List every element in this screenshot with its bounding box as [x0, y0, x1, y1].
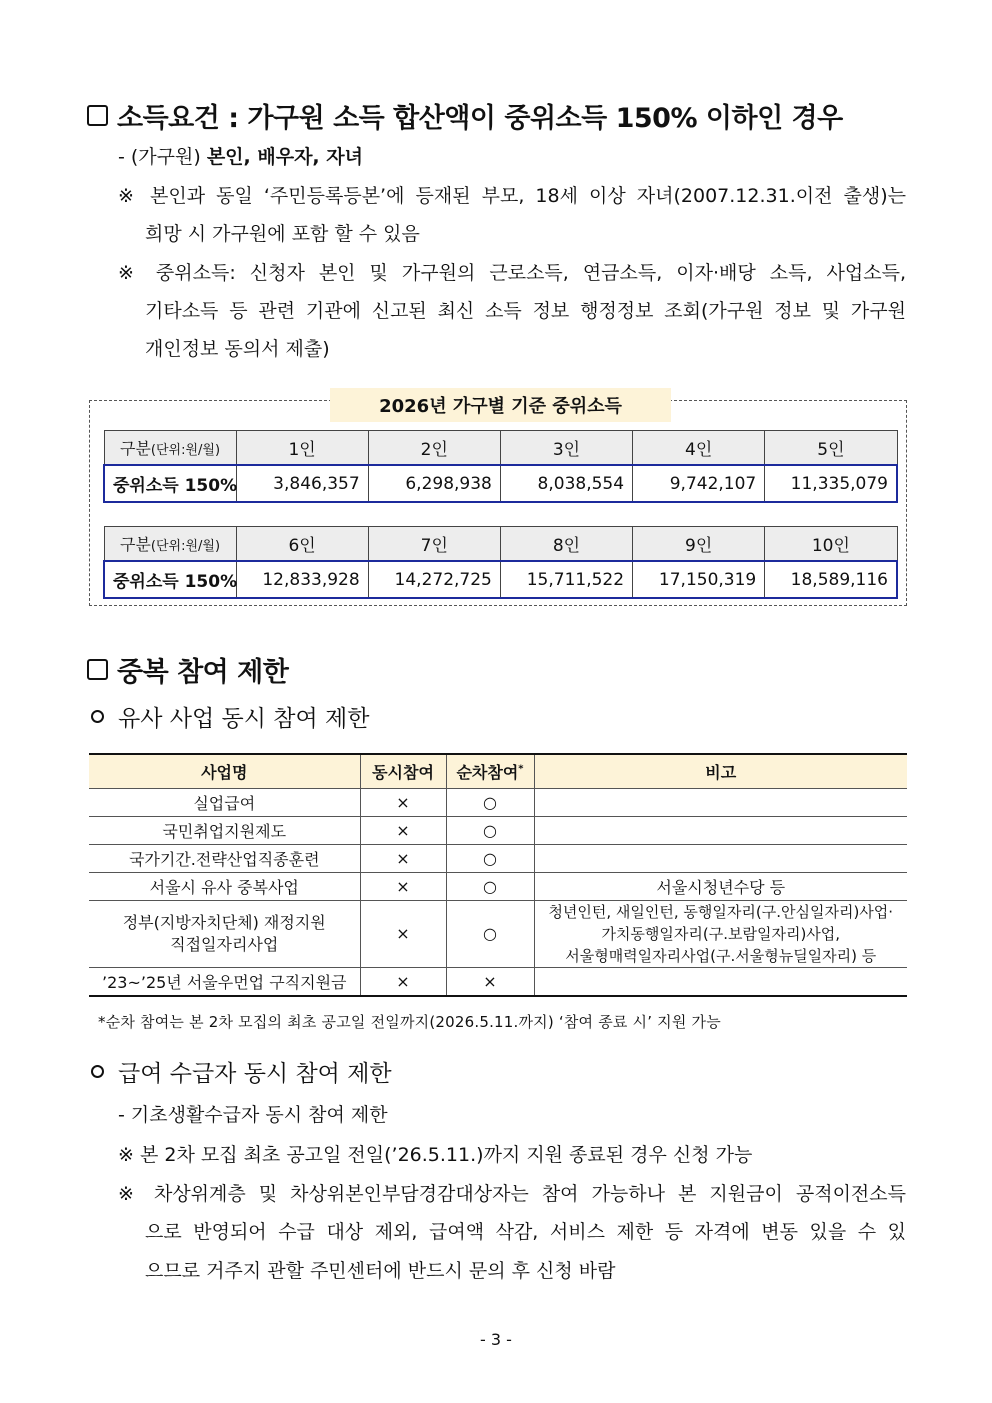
- sequential-mark: ○: [446, 789, 534, 817]
- table-row: [89, 817, 907, 845]
- sequential-mark: ×: [446, 968, 534, 997]
- simultaneous-mark: ×: [360, 901, 446, 968]
- remarks: [534, 968, 907, 997]
- value-cell: 17,150,319: [633, 561, 765, 598]
- income-value-row: [104, 561, 897, 598]
- program-name: 국가기간.전략산업직종훈련: [89, 845, 360, 873]
- sub-title-similar: [91, 700, 369, 733]
- table-row: [89, 845, 907, 873]
- sub-title-benefit: [91, 1055, 392, 1088]
- value-cell: 14,272,725: [368, 561, 500, 598]
- program-name: 서울시 유사 중복사업: [89, 873, 360, 901]
- program-name-line: 직접일자리사업: [170, 935, 279, 954]
- table-footnote: *순차 참여는 본 2차 모집의 최초 공고일 전일까지(2026.5.11.까지) ‘참여 종료 시’ 지원 가능: [98, 1013, 721, 1031]
- value-cell: 11,335,079: [765, 465, 897, 502]
- table-row: [89, 968, 907, 997]
- program-table: [89, 753, 907, 997]
- note2-line3: 개인정보 동의서 제출): [145, 338, 330, 360]
- header-cell: 5인: [765, 431, 897, 466]
- benefit-note2-line1: ※ 차상위계층 및 차상위본인부담경감대상자는 참여 가능하나 본 지원금이 공적이전소득: [118, 1183, 906, 1205]
- simultaneous-mark: ×: [360, 845, 446, 873]
- header-cell: 3인: [500, 431, 632, 466]
- note2-line1: ※ 중위소득: 신청자 본인 및 가구원의 근로소득, 연금소득, 이자·배당 소득, 사업소득,: [118, 262, 906, 284]
- remarks: [534, 845, 907, 873]
- header-name: 사업명: [89, 754, 360, 789]
- header-label-cell: [104, 431, 236, 466]
- value-cell: 3,846,357: [236, 465, 368, 502]
- section-title-income: [87, 96, 843, 135]
- header-cell: 9인: [633, 527, 765, 562]
- sequential-mark: ○: [446, 901, 534, 968]
- simultaneous-mark: ×: [360, 968, 446, 997]
- value-cell: 15,711,522: [500, 561, 632, 598]
- remarks-line: 가치동행일자리(구.보람일자리)사업,: [601, 925, 841, 943]
- sequential-mark: ○: [446, 845, 534, 873]
- program-name: ’23~’25년 서울우먼업 구직지원금: [89, 968, 360, 997]
- note1-line1: ※ 본인과 동일 ‘주민등록등본’에 등재된 부모, 18세 이상 자녀(2007.12.31.이전 출생)는: [118, 185, 906, 207]
- income-value-row: [104, 465, 897, 502]
- simultaneous-mark: ×: [360, 817, 446, 845]
- table-row: [89, 873, 907, 901]
- checkbox-icon: [87, 659, 108, 680]
- circle-bullet-icon: [91, 1065, 104, 1078]
- header-cell: 4인: [633, 431, 765, 466]
- section-title-text: 소득요건 : 가구원 소득 합산액이 중위소득 150% 이하인 경우: [117, 103, 843, 134]
- checkbox-icon: [87, 105, 108, 126]
- header-remarks: 비고: [534, 754, 907, 789]
- header-label-cell: [104, 527, 236, 562]
- table-row: [89, 789, 907, 817]
- income-header-row: [104, 431, 897, 466]
- simultaneous-mark: ×: [360, 873, 446, 901]
- sub-title-text: 급여 수급자 동시 참여 제한: [118, 1061, 392, 1087]
- header-cell: 2인: [368, 431, 500, 466]
- basic-recipient-line: - 기초생활수급자 동시 참여 제한: [118, 1104, 388, 1126]
- value-cell: 9,742,107: [633, 465, 765, 502]
- table-row: [89, 901, 907, 968]
- value-cell: 12,833,928: [236, 561, 368, 598]
- household-members-line: [118, 138, 363, 176]
- value-cell: 8,038,554: [500, 465, 632, 502]
- header-cell: 1인: [236, 431, 368, 466]
- income-table-1: [103, 430, 898, 503]
- sequential-mark: ○: [446, 873, 534, 901]
- program-name-line: 정부(지방자치단체) 재정지원: [122, 913, 326, 932]
- header-label: 구분: [119, 439, 151, 458]
- members-prefix: - (가구원): [118, 146, 207, 168]
- value-cell: 6,298,938: [368, 465, 500, 502]
- row-label-cell: 중위소득 150%: [104, 465, 236, 502]
- members-text: 본인, 배우자, 자녀: [206, 146, 363, 168]
- sub-title-text: 유사 사업 동시 참여 제한: [118, 706, 370, 732]
- header-label: 구분: [119, 535, 151, 554]
- header-cell: 7인: [368, 527, 500, 562]
- header-cell: 10인: [765, 527, 897, 562]
- income-table-caption: 2026년 가구별 기준 중위소득: [330, 388, 671, 422]
- program-name: 실업급여: [89, 789, 360, 817]
- remarks: [534, 817, 907, 845]
- remarks: [534, 901, 907, 968]
- row-label-cell: 중위소득 150%: [104, 561, 236, 598]
- program-header-row: [89, 754, 907, 789]
- program-name: 국민취업지원제도: [89, 817, 360, 845]
- remarks: 서울시청년수당 등: [534, 873, 907, 901]
- income-header-row: [104, 527, 897, 562]
- note1-line2: 희망 시 가구원에 포함 할 수 있음: [145, 223, 420, 245]
- simultaneous-mark: ×: [360, 789, 446, 817]
- remarks-line: 서울형매력일자리사업(구.서울형뉴딜일자리) 등: [565, 947, 877, 965]
- header-unit: (단위:원/월): [150, 443, 221, 458]
- footnote-mark: *: [518, 763, 524, 775]
- income-table-2: [103, 526, 898, 599]
- circle-bullet-icon: [91, 710, 104, 723]
- section-title-duplicate: [87, 650, 288, 689]
- header-sequential-text: 순차참여: [456, 763, 519, 782]
- header-sequential: [446, 754, 534, 789]
- sequential-mark: ○: [446, 817, 534, 845]
- value-cell: 18,589,116: [765, 561, 897, 598]
- header-simultaneous: 동시참여: [360, 754, 446, 789]
- benefit-note1: ※ 본 2차 모집 최초 공고일 전일(’26.5.11.)까지 지원 종료된 경우 신청 가능: [118, 1144, 753, 1166]
- header-cell: 6인: [236, 527, 368, 562]
- remarks: [534, 789, 907, 817]
- benefit-note2-line3: 으므로 거주지 관할 주민센터에 반드시 문의 후 신청 바람: [145, 1260, 616, 1282]
- program-name: [89, 901, 360, 968]
- note2-line2: 기타소득 등 관련 기관에 신고된 최신 소득 정보 행정정보 조회(가구원 정보 및 가구원: [145, 300, 906, 322]
- header-cell: 8인: [500, 527, 632, 562]
- section-title-text: 중복 참여 제한: [117, 657, 289, 688]
- benefit-note2-line2: 으로 반영되어 수급 대상 제외, 급여액 삭감, 서비스 제한 등 자격에 변동 있을 수 있: [145, 1221, 906, 1243]
- page-number: - 3 -: [480, 1330, 512, 1349]
- remarks-line: 청년인턴, 새일인턴, 동행일자리(구.안심일자리)사업·: [548, 903, 894, 921]
- header-unit: (단위:원/월): [150, 539, 221, 554]
